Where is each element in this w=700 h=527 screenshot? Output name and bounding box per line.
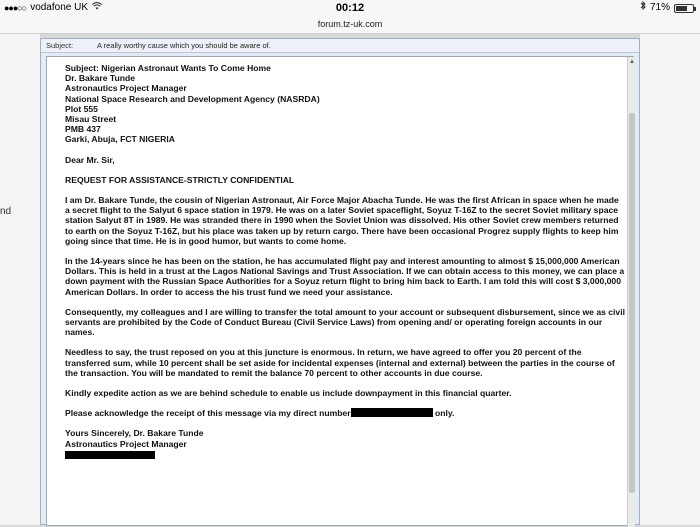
scrollbar[interactable] [627, 57, 635, 527]
signal-dots-icon: ●●●○○ [4, 3, 27, 13]
paragraph-6-end: only. [432, 408, 455, 419]
scroll-up-arrow-icon[interactable]: ▲ [629, 59, 635, 65]
paragraph-6-start: Please acknowledge the receipt of this message via my direct number [65, 408, 351, 419]
paragraph-6 [65, 408, 625, 418]
salutation: Dear Mr. Sir, [65, 154, 115, 165]
carrier-name: vodafone UK [30, 2, 89, 13]
message-body[interactable] [46, 56, 634, 526]
paragraph-3: Consequently, my colleagues and I are willing to transfer the total amount to your account or subsequent disbursement, since we as civil servants are prohibited by the Code of Conduct Bureau (Civil Service Laws) from opening and/ or operating foreign accounts in our names. [65, 306, 625, 338]
paragraph-5: Kindly expedite action as we are behind schedule to enable us include downpayment in this financial quarter. [65, 388, 512, 399]
paragraph-1: I am Dr. Bakare Tunde, the cousin of Nigerian Astronaut, Air Force Major Abacha Tunde. He was the first African in space when he made a secret flight to the Salyut 6 space station in 1979. He was on a later Soviet spaceflight, Soyuz T-16Z to the secret Soviet military space station Salyut 8T in 1989. He was stranded there in 1990 when the Soviet Union was dissolved. His other Soviet crew members returned to earth on the Soyuz T-16Z, but his place was taken up by return cargo. There have been occasional Progrez supply flights to keep him going since that time. He is in good humor, but wants to come home. [65, 195, 619, 246]
message-text [65, 63, 625, 459]
paragraph-4: Needless to say, the trust reposed on you at this juncture is enormous. In return, we have agreed to offer you 20 percent of the transferred sum, while 10 percent shall be set aside for incidental expenses (internal and external) between the parties in the course of the transaction. You will be mandated to remit the balance 70 percent to other accounts in due course. [65, 347, 615, 378]
bluetooth-icon [640, 0, 646, 16]
page-left-margin [0, 34, 40, 525]
battery-icon [674, 4, 694, 13]
cut-off-text: nd [0, 206, 12, 217]
signoff-title: Astronautics Project Manager [65, 438, 187, 449]
header-line: PMB 437 [65, 124, 101, 135]
page-right-margin [640, 34, 700, 525]
header-line: Subject: Nigerian Astronaut Wants To Come Home [65, 63, 271, 73]
header-line: Astronautics Project Manager [65, 83, 187, 94]
battery-percent: 71% [649, 2, 670, 13]
redacted-contact [65, 451, 155, 459]
redacted-phone-number [351, 408, 433, 417]
request-heading: REQUEST FOR ASSISTANCE-STRICTLY CONFIDENTIAL [65, 174, 295, 185]
signoff: Yours Sincerely, Dr. Bakare Tunde [65, 428, 204, 439]
header-line: National Space Research and Development Agency (NASRDA) [65, 93, 320, 104]
subject-value: A really worthy cause which you should be aware of. [97, 41, 271, 50]
message-window [40, 38, 640, 525]
paragraph-2: In the 14-years since he has been on the station, he has accumulated flight pay and interest amounting to almost $ 15,000,000 American Dollars. This is held in a trust at the Lagos National Savings and Trust Association. If we can obtain access to this money, we can place a down payment with the Russian Space Authorities for a Soyuz return flight to bring him back to Earth. I am told this will cost $ 3,000,000 American Dollars. In order to access the his trust fund we need your assistance. [65, 256, 625, 297]
header-line: Plot 555 [65, 103, 98, 114]
url-bar[interactable] [0, 16, 700, 34]
subject-label: Subject: [46, 41, 74, 50]
status-time: 00:12 [335, 2, 365, 14]
battery-fill [676, 6, 687, 11]
url-text: forum.tz-uk.com [317, 19, 383, 29]
header-line: Misau Street [65, 114, 117, 125]
scroll-thumb[interactable] [629, 113, 635, 493]
header-line: Garki, Abuja, FCT NIGERIA [65, 134, 175, 145]
status-right [640, 0, 694, 16]
status-bar [0, 0, 700, 16]
subject-row [41, 39, 639, 53]
header-line: Dr. Bakare Tunde [65, 73, 136, 84]
